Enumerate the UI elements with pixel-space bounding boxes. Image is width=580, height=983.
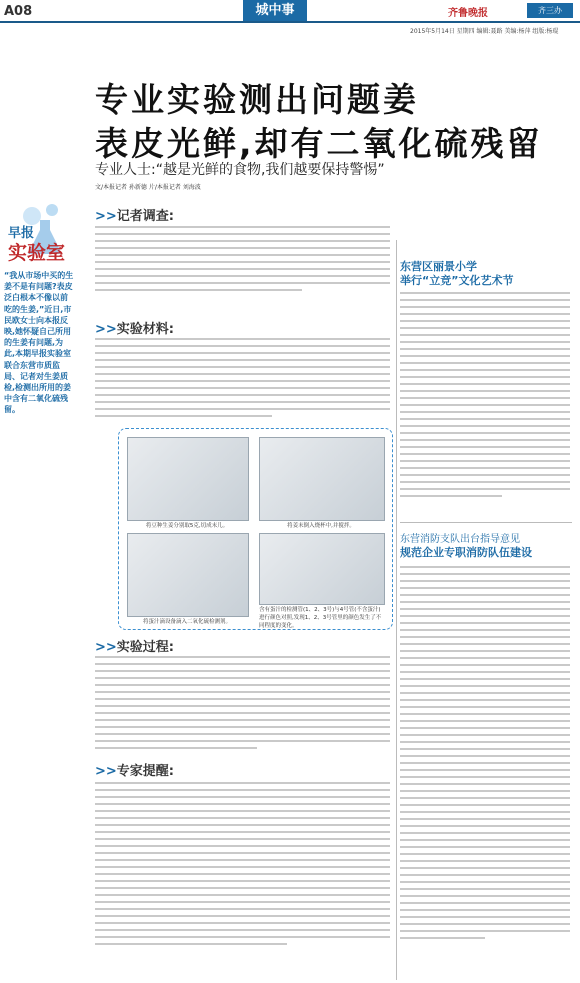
photo-test-tubes — [259, 533, 385, 605]
section-heading-materials — [95, 318, 174, 337]
story2-title-line1: 东营消防支队出台指导意见 — [400, 534, 520, 545]
photo-panel — [118, 428, 393, 630]
section-body-expert — [95, 782, 390, 950]
story2-title-line2: 规范企业专职消防队伍建设 — [400, 546, 532, 559]
photo-caption-3: 将蛋汁滴设备滴入二氧化硫检测剂。 — [142, 619, 231, 625]
section-heading-expert — [95, 760, 174, 779]
header-rule — [0, 21, 580, 23]
section-tab: 城中事 — [243, 0, 307, 22]
section-heading-investigation — [95, 205, 174, 224]
photo-caption-2: 将姜末倒入烧杯中,并搅拌。 — [287, 523, 355, 529]
brand-suffix: 齐三办 — [527, 3, 573, 18]
story1-body — [400, 292, 570, 502]
photo-caption-1: 将豆种生姜分别取5克,切成末儿。 — [145, 523, 229, 529]
section-body-process — [95, 656, 390, 754]
section-title: 专家提醒: — [116, 764, 174, 779]
kicker-big: 实验室 — [8, 242, 66, 264]
subheadline: 专业人士:“越是光鲜的食物,我们越要保持警惕” — [95, 162, 385, 178]
byline: 文/本报记者 孙新德 片/本报记者 刘海波 — [95, 184, 201, 191]
page-number: A08 — [4, 4, 33, 19]
kicker-small: 早报 — [8, 226, 35, 241]
section-heading-process — [95, 636, 174, 655]
section-prefix: >> — [95, 640, 117, 655]
dateline: 2015年5月14日 星期四 编辑:聂路 美编:杨萍 组版:杨琨 — [410, 28, 559, 35]
photo-beaker-stirring — [259, 437, 385, 521]
sidebar-text: “我从市场中买的生姜不是有问题?表皮泛白根本不像以前吃的生姜,”近日,市民欧女士向本报反映,她怀疑自己所用的生姜有问题,为此,本期早报实验室联合东营市质监局、记者对生姜质检,检测出所用的姜中含有二氧化硫残留。 — [4, 271, 74, 415]
story2-body — [400, 566, 570, 944]
section-body-investigation — [95, 226, 390, 296]
section-prefix: >> — [95, 209, 117, 224]
photo-ginger-cutting — [127, 437, 249, 521]
section-title: 实验过程: — [116, 640, 174, 655]
section-title: 实验材料: — [116, 322, 174, 337]
headline-line1: 专业实验测出问题姜 — [95, 80, 419, 119]
section-prefix: >> — [95, 764, 117, 779]
column-divider — [396, 240, 397, 980]
story-divider — [400, 522, 572, 523]
section-body-materials — [95, 338, 390, 422]
story1-title-line1: 东营区丽景小学 — [400, 260, 477, 273]
section-prefix: >> — [95, 322, 117, 337]
headline-line2: 表皮光鲜,却有二氧化硫残留 — [95, 124, 543, 163]
brand-name: 齐鲁晚报 — [448, 8, 488, 19]
photo-caption-4: 含有蛋汁的检测管(1、2、3号)与4号管(不含蛋汁)进行颜色对照,发现1、2、3号管里的颜色发生了不同程度的变化。 — [259, 607, 382, 629]
story1-title-line2: 举行“立竞”文化艺术节 — [400, 274, 514, 287]
section-title: 记者调查: — [116, 209, 174, 224]
photo-reagent-drops — [127, 533, 249, 617]
